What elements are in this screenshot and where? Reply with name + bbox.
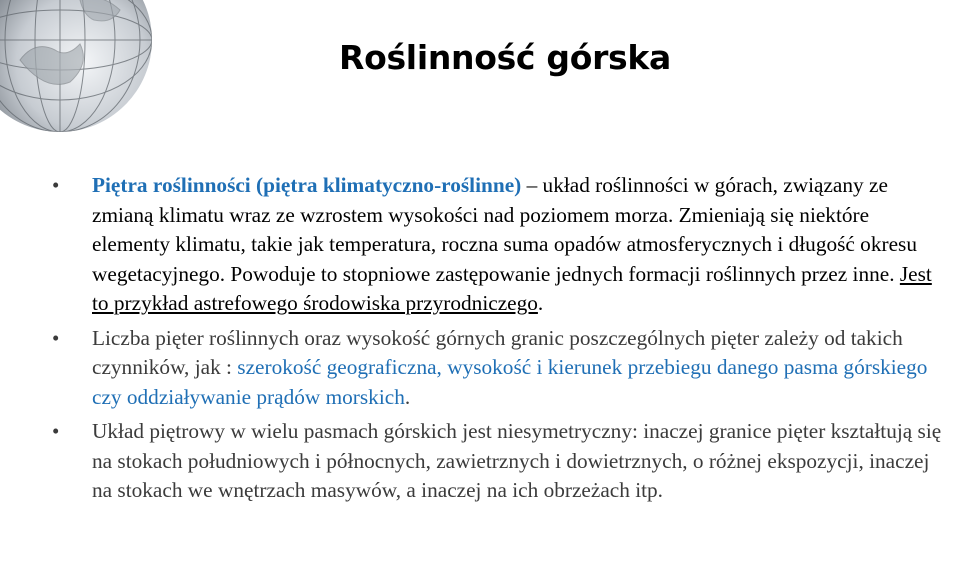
bullet-item-1: • Piętra roślinności (piętra klimatyczno-roślinne) – układ roślinności w górach, związany ze zmianą klimatu wraz ze wzrostem wysokości nad poziomem morza. Zmieniają się niektóre elementy klimatu, takie jak temperatura, roczna suma opadów atmosferycznych i długość okresu wegetacyjnego. Powoduje to stopniowe zastępowanie jednych formacji roślinnych przez inne. Jest to przykład astrefowego środowiska przyrodniczego. — [52, 173, 932, 315]
bullet-marker: • — [52, 325, 60, 350]
bullet-term: Piętra roślinności (piętra klimatyczno-roślinne) — [92, 173, 522, 197]
bullet-marker: • — [52, 173, 60, 197]
bullet-text: Liczba pięter roślinnych oraz wysokość górnych granic poszczególnych pięter zależy od takich czynników, jak : — [92, 325, 903, 379]
bullet-text-end: . — [404, 384, 411, 409]
bullet-text: – układ roślinności w górach, związany ze zmianą klimatu wraz ze wzrostem wysokości nad poziomem morza. Zmieniają się niektóre elementy klimatu, takie jak temperatura, roczna suma opadów atmosferycznych i długość okresu wegetacyjnego. Powoduje to stopniowe zastępowanie jednych formacji roślinnych przez inne. — [92, 173, 917, 286]
bullet-list — [52, 171, 942, 506]
highlighted-text: szerokość geograficzna, wysokość i kierunek przebiegu danego pasma górskiego czy oddziaływanie prądów morskich — [92, 355, 928, 409]
bullet-item-2 — [52, 324, 942, 413]
bullet-text: Układ piętrowy w wielu pasmach górskich jest niesymetryczny: inaczej granice pięter kształtują się na stokach południowych i północnych, zawietrznych i dowietrznych, o różnej ekspozycji, inaczej na stokach we wnętrzach masywów, a inaczej na ich obrzeżach itp. — [92, 419, 942, 502]
slide-title: Roślinność górska — [338, 38, 672, 77]
underlined-text: Jest to przykład astrefowego środowiska przyrodniczego — [92, 261, 932, 315]
bullet-item-3 — [52, 417, 942, 506]
bullet-marker: • — [52, 419, 60, 443]
